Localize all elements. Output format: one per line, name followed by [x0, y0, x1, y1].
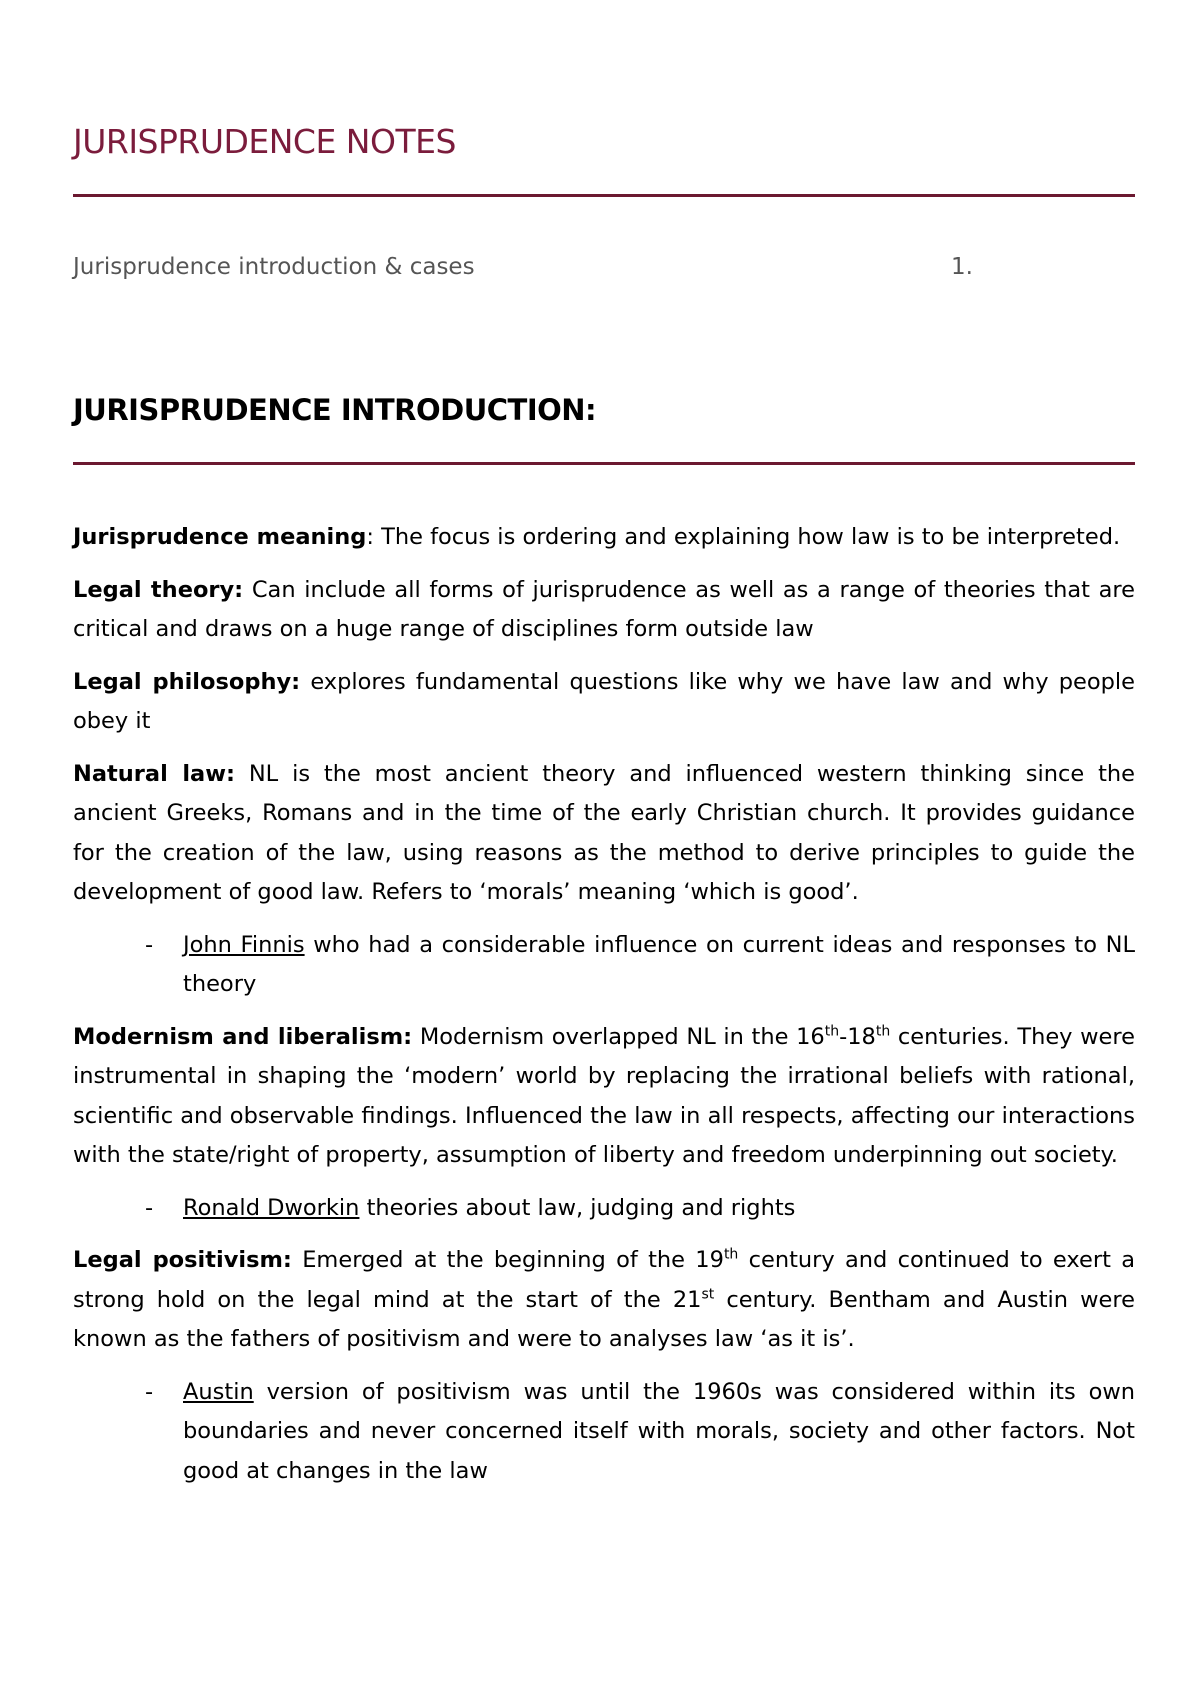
definition-text: Can include all forms of jurisprudence as well as a range of theories that are critical and draws on a huge range of disciplines form outside law — [73, 576, 1135, 642]
document-title: JURISPRUDENCE NOTES — [73, 122, 456, 161]
definition-text: -18 — [839, 1023, 876, 1050]
bullet-austin — [73, 1373, 1135, 1492]
ordinal-suffix: st — [701, 1286, 715, 1302]
bullet-text: version of positivism was until the 1960s was considered within its own boundaries and never concerned itself with morals, society and other factors. Not good at changes in the law — [183, 1378, 1135, 1484]
term-modernism-liberalism: Modernism and liberalism: — [73, 1023, 413, 1050]
toc-entry-label: Jurisprudence introduction & cases — [73, 254, 475, 280]
bullet-ronald-dworkin — [73, 1189, 1135, 1229]
paragraph-natural-law — [73, 755, 1135, 913]
paragraph-legal-positivism — [73, 1241, 1135, 1360]
definition-text: centuries. They were instrumental in shaping the ‘modern’ world by replacing the irrational beliefs with rational, scientific and observable findings. Influenced the law in all respects, affecting our interactions with the state/right of property, assumption of liberty and freedom underpinning out society. — [73, 1023, 1135, 1168]
bullet-john-finnis — [73, 926, 1135, 1005]
bullet-text: who had a considerable influence on current ideas and responses to NL theory — [183, 931, 1135, 997]
definition-text: Modernism overlapped NL in the 16 — [412, 1023, 825, 1050]
person-name: John Finnis — [183, 931, 305, 958]
bullet-dash: - — [145, 931, 154, 958]
toc-entry-page-number: 1. — [951, 254, 973, 280]
term-legal-philosophy: Legal philosophy: — [73, 668, 301, 695]
ordinal-suffix: th — [824, 1023, 840, 1039]
paragraph-legal-theory — [73, 571, 1135, 650]
term-jurisprudence-meaning: Jurisprudence meaning — [73, 524, 367, 550]
person-name: Ronald Dworkin — [183, 1194, 360, 1221]
heading-divider — [73, 462, 1135, 465]
section-heading: JURISPRUDENCE INTRODUCTION: — [73, 393, 597, 427]
person-name: Austin — [183, 1378, 254, 1405]
definition-text: century. Bentham and Austin were known as the fathers of positivism and were to analyses law ‘as it is’. — [73, 1286, 1135, 1352]
term-legal-positivism: Legal positivism: — [73, 1247, 292, 1273]
definition-text: The focus is ordering and explaining how law is to be interpreted. — [373, 524, 1121, 550]
term-natural-law: Natural law: — [73, 760, 235, 787]
document-body — [73, 518, 1135, 1504]
paragraph-modernism-liberalism — [73, 1018, 1135, 1176]
paragraph-legal-philosophy — [73, 663, 1135, 742]
bullet-dash: - — [145, 1378, 154, 1405]
ordinal-suffix: th — [723, 1246, 739, 1263]
bullet-text: theories about law, judging and rights — [359, 1194, 796, 1221]
ordinal-suffix: th — [875, 1023, 891, 1039]
term-separator: : — [366, 524, 374, 550]
title-divider — [73, 194, 1135, 197]
term-legal-theory: Legal theory: — [73, 576, 244, 603]
definition-text: century and continued to exert a strong hold on the legal mind at the start of the 21 — [73, 1247, 1135, 1313]
paragraph-jurisprudence-meaning — [73, 518, 1135, 558]
definition-text: NL is the most ancient theory and influenced western thinking since the ancient Greeks, Romans and in the time of the early Christian church. It provides guidance for the creation of the law, using reasons as the method to derive principles to guide the development of good law. Refers to ‘morals’ meaning ‘which is good’. — [73, 760, 1135, 905]
definition-text: explores fundamental questions like why we have law and why people obey it — [73, 668, 1135, 734]
definition-text: Emerged at the beginning of the 19 — [291, 1247, 724, 1273]
bullet-dash: - — [145, 1194, 154, 1221]
